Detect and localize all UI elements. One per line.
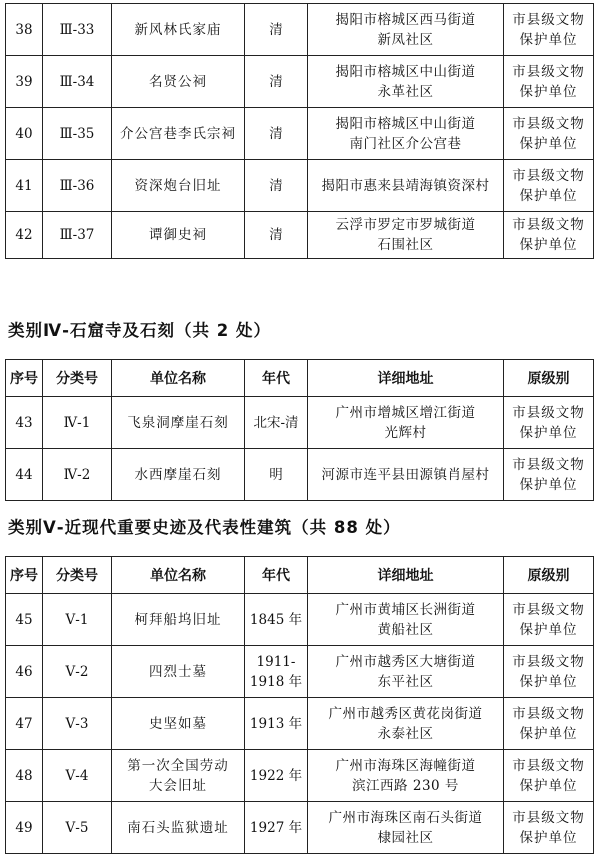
- cell-no: 40: [6, 108, 43, 160]
- cell-level: [504, 160, 594, 212]
- cell-name-line: 大会旧址: [149, 777, 207, 794]
- heritage-table-category-3: [5, 3, 594, 259]
- cell-no: 47: [6, 698, 43, 750]
- cell-code: Ⅴ-4: [43, 750, 112, 802]
- cell-address: [308, 750, 504, 802]
- cell-no: 44: [6, 449, 43, 501]
- cell-name: [112, 160, 245, 212]
- cell-level: [504, 397, 594, 449]
- cell-era-line: 1922 年: [249, 767, 303, 784]
- cell-name: [112, 802, 245, 854]
- table-row: [6, 160, 594, 212]
- cell-no: 48: [6, 750, 43, 802]
- cell-era-line: 1913 年: [249, 715, 303, 732]
- cell-name-line: 飞泉洞摩崖石刻: [127, 414, 229, 431]
- cell-name-line: 资深炮台旧址: [134, 177, 222, 194]
- cell-address-line: 河源市连平县田源镇肖屋村: [321, 466, 490, 483]
- cell-level: [504, 212, 594, 259]
- cell-level-line: 市县级文物: [512, 167, 585, 184]
- cell-name: [112, 449, 245, 501]
- cell-level-line: 保护单位: [519, 673, 578, 690]
- cell-era: [245, 56, 308, 108]
- cell-address-line: 南门社区介公宫巷: [349, 135, 462, 152]
- cell-address-line: 广州市黄埔区长洲街道: [335, 601, 476, 618]
- cell-era: [245, 646, 308, 698]
- cell-name: [112, 4, 245, 56]
- cell-level-line: 市县级文物: [512, 809, 585, 826]
- cell-level-line: 保护单位: [519, 829, 578, 846]
- cell-address: [308, 449, 504, 501]
- cell-level: [504, 698, 594, 750]
- table-row: [6, 212, 594, 259]
- cell-address: [308, 4, 504, 56]
- cell-era-line: 北宋-清: [253, 414, 299, 431]
- cell-code: Ⅴ-1: [43, 594, 112, 646]
- section-title-category-4: 类别Ⅳ-石窟寺及石刻（共 2 处）: [8, 321, 271, 340]
- cell-level-line: 保护单位: [519, 135, 578, 152]
- cell-level-line: 保护单位: [519, 424, 578, 441]
- cell-era-line: 1845 年: [249, 611, 303, 628]
- table-header-row: [6, 557, 594, 594]
- cell-address-line: 揭阳市榕城区中山街道: [335, 63, 476, 80]
- table-body: [6, 397, 594, 501]
- cell-level: [504, 646, 594, 698]
- cell-level-line: 保护单位: [519, 725, 578, 742]
- header-code: 分类号: [43, 557, 112, 594]
- table-row: [6, 594, 594, 646]
- cell-name: [112, 646, 245, 698]
- cell-era: [245, 108, 308, 160]
- cell-era: [245, 160, 308, 212]
- heritage-table-category-5: [5, 556, 594, 854]
- header-level: 原级别: [504, 557, 594, 594]
- cell-era-line: 1911-: [256, 653, 296, 670]
- cell-no: 39: [6, 56, 43, 108]
- header-no: 序号: [6, 360, 43, 397]
- cell-level-line: 市县级文物: [512, 11, 585, 28]
- cell-address-line: 石围社区: [377, 237, 434, 253]
- cell-name-line: 水西摩崖石刻: [134, 466, 222, 483]
- cell-address-line: 新凤社区: [377, 31, 434, 48]
- cell-era: [245, 4, 308, 56]
- cell-name: [112, 698, 245, 750]
- cell-code: Ⅴ-2: [43, 646, 112, 698]
- cell-era-line: 清: [269, 227, 283, 243]
- cell-name-line: 介公宫巷李氏宗祠: [120, 125, 236, 142]
- cell-level: [504, 802, 594, 854]
- header-name: 单位名称: [112, 557, 245, 594]
- cell-address: [308, 212, 504, 259]
- cell-code: Ⅲ-33: [43, 4, 112, 56]
- cell-era: [245, 212, 308, 259]
- cell-code: Ⅲ-34: [43, 56, 112, 108]
- cell-level-line: 市县级文物: [512, 705, 585, 722]
- table-row: [6, 802, 594, 854]
- cell-name: [112, 108, 245, 160]
- cell-era-line: 明: [269, 466, 283, 483]
- cell-level-line: 市县级文物: [512, 217, 585, 233]
- cell-address-line: 揭阳市惠来县靖海镇资深村: [321, 177, 490, 194]
- cell-no: 45: [6, 594, 43, 646]
- cell-address-line: 棣园社区: [377, 829, 434, 846]
- cell-era: [245, 802, 308, 854]
- cell-address: [308, 698, 504, 750]
- cell-address: [308, 594, 504, 646]
- cell-code: Ⅳ-2: [43, 449, 112, 501]
- cell-level-line: 保护单位: [519, 476, 578, 493]
- cell-name: [112, 212, 245, 259]
- cell-address: [308, 160, 504, 212]
- cell-era: [245, 397, 308, 449]
- cell-name: [112, 56, 245, 108]
- header-code: 分类号: [43, 360, 112, 397]
- table-body: [6, 594, 594, 854]
- cell-name: [112, 594, 245, 646]
- cell-level-line: 市县级文物: [512, 757, 585, 774]
- cell-era-line: 清: [269, 177, 283, 194]
- cell-address-line: 广州市海珠区南石头街道: [328, 809, 483, 826]
- cell-era-line: 1918 年: [249, 673, 303, 690]
- cell-code: Ⅴ-3: [43, 698, 112, 750]
- cell-no: 41: [6, 160, 43, 212]
- header-era: 年代: [245, 360, 308, 397]
- header-address: 详细地址: [308, 360, 504, 397]
- cell-level: [504, 108, 594, 160]
- table-row: [6, 646, 594, 698]
- cell-code: Ⅲ-37: [43, 212, 112, 259]
- header-era: 年代: [245, 557, 308, 594]
- cell-level-line: 保护单位: [519, 187, 578, 204]
- cell-no: 42: [6, 212, 43, 259]
- table-row: [6, 750, 594, 802]
- cell-era-line: 清: [269, 21, 283, 38]
- cell-code: Ⅲ-36: [43, 160, 112, 212]
- cell-no: 38: [6, 4, 43, 56]
- cell-address-line: 滨江西路 230 号: [352, 777, 459, 794]
- cell-address-line: 广州市越秀区大塘街道: [335, 653, 476, 670]
- cell-level: [504, 4, 594, 56]
- heritage-table-category-4: [5, 359, 594, 501]
- header-address: 详细地址: [308, 557, 504, 594]
- header-level: 原级别: [504, 360, 594, 397]
- cell-address-line: 云浮市罗定市罗城街道: [335, 217, 476, 233]
- cell-code: Ⅴ-5: [43, 802, 112, 854]
- cell-name-line: 四烈士墓: [149, 663, 207, 680]
- cell-address: [308, 108, 504, 160]
- cell-level: [504, 750, 594, 802]
- cell-era: [245, 698, 308, 750]
- cell-level: [504, 56, 594, 108]
- cell-address: [308, 397, 504, 449]
- cell-level-line: 市县级文物: [512, 456, 585, 473]
- cell-name-line: 南石头监狱遗址: [127, 819, 229, 836]
- section-title-category-5: 类别Ⅴ-近现代重要史迹及代表性建筑（共 88 处）: [8, 518, 401, 537]
- cell-era-line: 1927 年: [249, 819, 303, 836]
- table-row: [6, 449, 594, 501]
- cell-name-line: 柯拜船坞旧址: [134, 611, 222, 628]
- cell-address-line: 广州市海珠区海幢街道: [335, 757, 476, 774]
- cell-address-line: 揭阳市榕城区中山街道: [335, 115, 476, 132]
- table-row: [6, 108, 594, 160]
- cell-address-line: 广州市增城区增江街道: [335, 404, 476, 421]
- cell-address-line: 黄船社区: [377, 621, 434, 638]
- table-row: [6, 4, 594, 56]
- cell-era: [245, 449, 308, 501]
- cell-level-line: 保护单位: [519, 237, 578, 253]
- cell-name-line: 新风林氏家庙: [134, 21, 222, 38]
- cell-level-line: 市县级文物: [512, 404, 585, 421]
- cell-level-line: 市县级文物: [512, 63, 585, 80]
- cell-address-line: 永革社区: [377, 83, 434, 100]
- cell-name: [112, 397, 245, 449]
- table-row: [6, 397, 594, 449]
- header-no: 序号: [6, 557, 43, 594]
- cell-address: [308, 646, 504, 698]
- cell-no: 43: [6, 397, 43, 449]
- cell-address-line: 广州市越秀区黄花岗街道: [328, 705, 483, 722]
- cell-code: Ⅲ-35: [43, 108, 112, 160]
- cell-level-line: 市县级文物: [512, 653, 585, 670]
- table-header-row: [6, 360, 594, 397]
- cell-name-line: 第一次全国劳动: [127, 757, 229, 774]
- cell-address: [308, 802, 504, 854]
- cell-era: [245, 750, 308, 802]
- cell-level-line: 保护单位: [519, 621, 578, 638]
- header-name: 单位名称: [112, 360, 245, 397]
- cell-no: 46: [6, 646, 43, 698]
- cell-level-line: 市县级文物: [512, 115, 585, 132]
- cell-level-line: 保护单位: [519, 31, 578, 48]
- cell-level-line: 市县级文物: [512, 601, 585, 618]
- table-body: [6, 4, 594, 259]
- cell-address-line: 揭阳市榕城区西马街道: [335, 11, 476, 28]
- cell-no: 49: [6, 802, 43, 854]
- cell-level-line: 保护单位: [519, 777, 578, 794]
- table-row: [6, 698, 594, 750]
- table-row: [6, 56, 594, 108]
- cell-address-line: 东平社区: [377, 673, 434, 690]
- cell-era-line: 清: [269, 73, 283, 90]
- cell-level: [504, 449, 594, 501]
- cell-level-line: 保护单位: [519, 83, 578, 100]
- cell-era-line: 清: [269, 125, 283, 142]
- cell-name-line: 史坚如墓: [149, 715, 207, 732]
- cell-level: [504, 594, 594, 646]
- cell-name-line: 谭御史祠: [149, 227, 207, 243]
- cell-era: [245, 594, 308, 646]
- cell-address-line: 光辉村: [384, 424, 427, 441]
- cell-code: Ⅳ-1: [43, 397, 112, 449]
- cell-address-line: 永泰社区: [377, 725, 434, 742]
- cell-name: [112, 750, 245, 802]
- cell-name-line: 名贤公祠: [149, 73, 207, 90]
- cell-address: [308, 56, 504, 108]
